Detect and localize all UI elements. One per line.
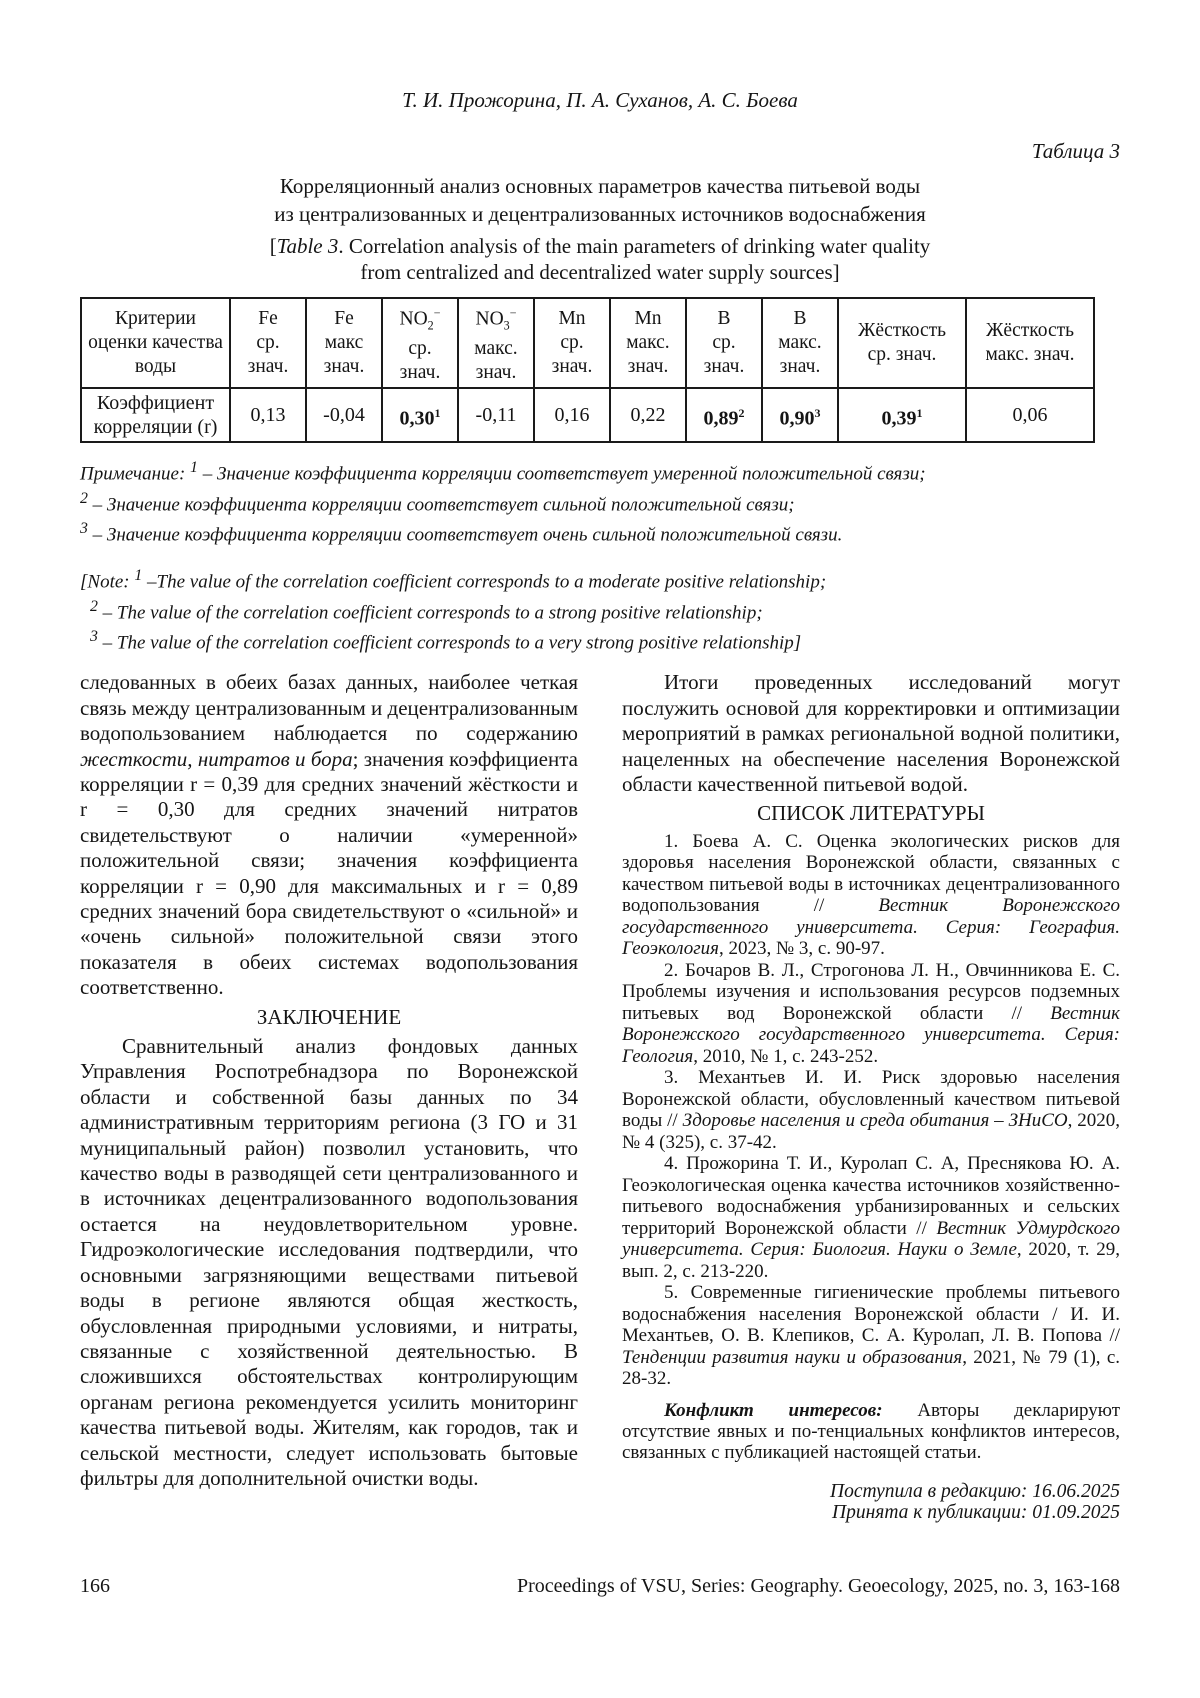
note-ru-1: Примечание: $^1$ – Значение коэффициента корреляции соответствует умеренной положительной связи; — [80, 459, 926, 485]
text-line: Критерии — [115, 308, 196, 330]
correlation-value-no3-max: -0,11 — [458, 388, 534, 442]
text-line: знач. — [703, 356, 745, 378]
correlation-value-no2-avg: 0,30$^1$ — [382, 388, 458, 442]
correlation-value-mn-avg: 0,16 — [534, 388, 610, 442]
column-header-hardness-max — [966, 298, 1094, 388]
column-header-mn-max — [610, 298, 686, 388]
text-line: знач. — [475, 362, 517, 384]
correlation-value-mn-max: 0,22 — [610, 388, 686, 442]
note-en-2: $^2$ – The value of the correlation coefficient corresponds to a strong positive relationship; — [90, 597, 763, 624]
column-header-no3-max — [458, 298, 534, 388]
note-en-3: $^3$ – The value of the correlation coefficient corresponds to a very strong positive relationship] — [90, 628, 802, 654]
text-line: оценки качества — [88, 332, 223, 354]
text-line: знач. — [779, 356, 821, 378]
reference-item-4: 4. Прожорина Т. И., Куролап С. А, Преснякова Ю. А. Геоэкологическая оценка качества источников хозяйственно-питьевого водоснабжения урбанизированных и сельских территорий Воронежской области // Вестник Удмурдского университета. Серия: Биология. Науки о Земле, 2020, т. 29, вып. 2, с. 213-220. — [622, 1153, 1121, 1282]
note-en-1: [Note: $^1$ –The value of the correlation coefficient corresponds to a moderate positive relationship; — [80, 567, 827, 593]
text-line: из централизованных и децентрализованных источников водоснабжения — [274, 202, 926, 226]
correlation-value-hardness-max: 0,06 — [966, 388, 1094, 442]
left-column — [80, 670, 578, 1522]
text-line: знач. — [323, 356, 365, 378]
correlation-value-fe-avg: 0,13 — [230, 388, 306, 442]
text-line: макс. — [778, 332, 822, 354]
text-line: знач. — [627, 356, 669, 378]
correlation-value-hardness-avg: 0,39$^1$ — [838, 388, 966, 442]
parameter-formula: $NO_3^-$ — [475, 306, 517, 333]
table-title-ru — [80, 172, 1120, 228]
text-line: ср. — [408, 338, 432, 360]
row-label-correlation-coefficient — [81, 388, 230, 442]
parameter-formula: B — [793, 308, 807, 330]
conclusion-heading: ЗАКЛЮЧЕНИЕ — [256, 1004, 402, 1029]
criteria-column-header — [81, 298, 230, 388]
results-paragraph: Итоги проведенных исследований могут послужить основой для корректировки и оптимизации мероприятий в рамках региональной водной политики, нацеленных на обеспечение населения Воронежской области качественной питьевой водой. — [622, 670, 1120, 796]
journal-footer-line: Proceedings of VSU, Series: Geography. Geoecology, 2025, no. 3, 163-168 — [516, 1575, 1120, 1597]
column-header-b-max — [762, 298, 838, 388]
table-notes — [80, 456, 1120, 655]
parameter-formula: Mn — [634, 308, 662, 330]
text-line: макс. знач. — [985, 344, 1075, 366]
column-header-mn-avg — [534, 298, 610, 388]
parameter-formula: B — [717, 308, 731, 330]
correlation-value-b-max: 0,90$^3$ — [762, 388, 838, 442]
table-number-label: Таблица 3 — [1031, 139, 1120, 163]
note-ru-3: $^3$ – Значение коэффициента корреляции соответствует очень сильной положительной связи. — [80, 520, 843, 546]
text-line: знач. — [551, 356, 593, 378]
table-title-en-line1: [Table 3. Correlation analysis of the main parameters of drinking water quality — [269, 234, 931, 258]
reference-item-3: 3. Механтьев И. И. Риск здоровью населения Воронежской области, обусловленный качеством питьевой воды // Здоровье населения и среда обитания – ЗНиСО, 2020, № 4 (325), с. 37-42. — [622, 1067, 1121, 1153]
parameter-formula: Fe — [258, 308, 278, 330]
reference-item-5: 5. Современные гигиенические проблемы питьевого водоснабжения населения Воронежской области / И. И. Механтьев, О. В. Клепиков, С. А. Куролап, Л. В. Попова // Тенденции развития науки и образования, 2021, № 79 (1), с. 28-32. — [622, 1282, 1121, 1390]
text-line: знач. — [399, 362, 441, 384]
text-line: Жёсткость — [857, 320, 947, 342]
column-header-b-avg — [686, 298, 762, 388]
authors-line: Т. И. Прожорина, П. А. Суханов, А. С. Боева — [402, 88, 798, 112]
text-line: Жёсткость — [985, 320, 1075, 342]
correlation-value-fe-max: -0,04 — [306, 388, 382, 442]
text-line: ср. — [256, 332, 280, 354]
column-header-no2-avg — [382, 298, 458, 388]
column-header-hardness-avg — [838, 298, 966, 388]
reference-item-1: 1. Боева А. С. Оценка экологических рисков для здоровья населения Воронежской области, связанных с качеством питьевой воды в источниках децентрализованного водопользования // Вестник Воронежского государственного университета. Серия: География. Геоэкология, 2023, № 3, с. 90-97. — [622, 830, 1120, 960]
table-title-en-line2: from centralized and decentralized water supply sources] — [360, 260, 840, 284]
accepted-date-line: Принята к публикации: 01.09.2025 — [832, 1501, 1120, 1523]
parameter-formula: Fe — [334, 308, 354, 330]
conflict-of-interest-paragraph: Конфликт интересов: Авторы декларируют отсутствие явных и по-тенциальных конфликтов интересов, связанных с публикацией настоящей статьи. — [622, 1399, 1120, 1463]
text-line: макс. — [474, 338, 518, 360]
text-line: воды — [134, 356, 177, 378]
parameter-formula: Mn — [558, 308, 586, 330]
text-line: знач. — [247, 356, 289, 378]
right-column — [622, 670, 1120, 1522]
table-header-row — [81, 298, 1094, 388]
correlation-table — [80, 297, 1095, 443]
text-line: макс. — [626, 332, 670, 354]
column-header-fe-avg — [230, 298, 306, 388]
text-line: ср. — [712, 332, 736, 354]
reference-item-2: 2. Бочаров В. Л., Строгонова Л. Н., Овчинникова Е. С. Проблемы изучения и использования ресурсов подземных питьевых вод Воронежской области // Вестник Воронежского государственного университета. Серия: Геология, 2010, № 1, с. 243-252. — [622, 959, 1120, 1067]
references-heading: СПИСОК ЛИТЕРАТУРЫ — [757, 801, 985, 826]
table-title-en — [80, 233, 1120, 285]
page-footer — [80, 1575, 1120, 1598]
note-ru-2: $^2$ – Значение коэффициента корреляции соответствует сильной положительной связи; — [80, 489, 795, 516]
continuation-paragraph: следованных в обеих базах данных, наиболее четкая связь между централизованным и децентрализованным водопользованием наблюдается по содержанию жесткости, нитратов и бора; значения коэффициента корреляции r = 0,39 для средних значений жёсткости и r = 0,30 для средних значений нитратов свидетельствуют о наличии «умеренной» положительной связи; значения коэффициента корреляции r = 0,90 для максимальных и r = 0,89 средних значений бора свидетельствуют о «сильной» и «очень сильной» положительной связи этого показателя в обеих системах водопользования соответственно. — [80, 670, 578, 1000]
column-header-fe-max — [306, 298, 382, 388]
text-line: ср. — [560, 332, 584, 354]
conclusion-paragraph: Сравнительный анализ фондовых данных Управления Роспотребнадзора по Воронежской области и собственной базы данных по 34 административным территориям региона (3 ГО и 31 муниципальный район) позволил установить, что качество воды в разводящей сети централизованного и в источниках децентрализованного водопользования остается на неудовлетворительном уровне. Гидроэкологические исследования подтвердили, что основными загрязняющими веществами питьевой воды в регионе являются общая жесткость, обусловленная природными условиями, и нитраты, связанные с хозяйственной деятельностью. В сложившихся обстоятельствах контролирующим органам региона рекомендуется усилить мониторинг качества питьевой воды. Жителям, как городов, так и сельской местности, следует использовать бытовые фильтры для дополнительной очистки воды. — [80, 1034, 578, 1490]
text-line: Корреляционный анализ основных параметров качества питьевой воды — [279, 174, 921, 198]
page-number: 166 — [80, 1575, 110, 1597]
parameter-formula: $NO_2^-$ — [399, 306, 441, 333]
received-date-line: Поступила в редакцию: 16.06.2025 — [830, 1480, 1120, 1502]
body-columns — [80, 670, 1120, 1522]
text-line: ср. знач. — [867, 344, 937, 366]
text-line: Коэффициент — [96, 392, 215, 415]
table-values-row — [81, 388, 1094, 442]
text-line: корреляции (r) — [93, 416, 218, 439]
correlation-value-b-avg: 0,89$^2$ — [686, 388, 762, 442]
text-line: макс — [324, 332, 364, 354]
